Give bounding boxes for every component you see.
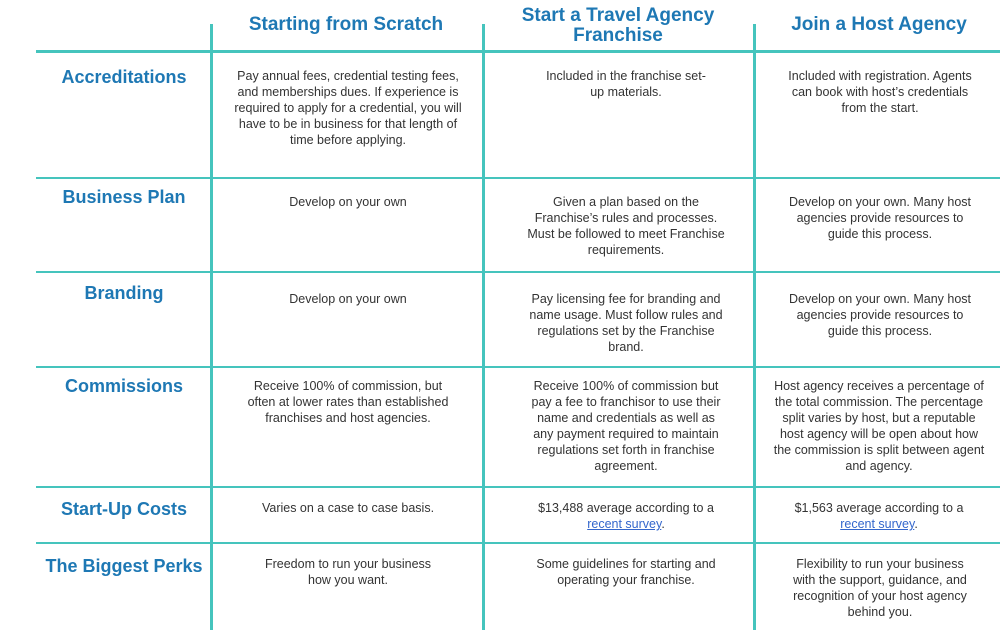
cell-business-plan-scratch: Develop on your own [289, 195, 407, 209]
row-divider-1 [36, 177, 1000, 179]
cell-accreditations-franchise: Included in the franchise set-up materials. [546, 69, 706, 99]
column-divider-1 [210, 24, 213, 630]
cell-accreditations-host: Included with registration. Agents can book with host’s credentials from the start. [788, 69, 972, 115]
cell-start-up-host [770, 500, 988, 532]
column-divider-3 [753, 24, 756, 630]
cell-perks-franchise: Some guidelines for starting and operating your franchise. [536, 557, 716, 587]
row-label-biggest-perks: The Biggest Perks [45, 556, 203, 576]
header-travel-agency-franchise: Start a Travel Agency Franchise [521, 5, 715, 46]
start-up-franchise-link-line [500, 516, 752, 532]
cell-accreditations-scratch: Pay annual fees, credential testing fees, and memberships dues. If experience is required to apply for a credential, you will have to be in business for that length of time before applying. [234, 69, 462, 147]
cell-business-plan-host: Develop on your own. Many host agencies provide resources to guide this process. [788, 195, 972, 241]
start-up-host-text: $1,563 average according to a [794, 501, 964, 515]
cell-start-up-scratch: Varies on a case to case basis. [261, 501, 435, 515]
start-up-host-link-line [770, 516, 988, 532]
cell-start-up-franchise [500, 500, 752, 532]
header-divider [36, 50, 1000, 53]
recent-survey-link-franchise[interactable]: recent survey [587, 517, 662, 531]
cell-branding-host: Develop on your own. Many host agencies provide resources to guide this process. [788, 292, 972, 338]
cell-branding-franchise: Pay licensing fee for branding and name usage. Must follow rules and regulations set by the Franchise brand. [529, 292, 723, 354]
row-label-business-plan: Business Plan [62, 187, 186, 207]
cell-perks-host: Flexibility to run your business with the support, guidance, and recognition of your host agency behind you. [793, 557, 967, 619]
header-host-agency: Join a Host Agency [791, 14, 967, 35]
row-divider-2 [36, 271, 1000, 273]
row-divider-4 [36, 486, 1000, 488]
row-divider-5 [36, 542, 1000, 544]
cell-commissions-scratch: Receive 100% of commission, but often at lower rates than established franchises and host agencies. [247, 379, 449, 425]
cell-commissions-franchise: Receive 100% of commission but pay a fee to franchisor to use their name and credentials as well as any payment required to maintain regulations set forth in franchise agreement. [531, 379, 721, 473]
start-up-franchise-text: $13,488 average according to a [538, 501, 714, 515]
row-label-branding: Branding [84, 283, 164, 303]
row-label-accreditations: Accreditations [61, 67, 187, 87]
row-label-commissions: Commissions [64, 376, 184, 396]
period: . [914, 517, 918, 531]
period: . [661, 517, 665, 531]
cell-perks-scratch: Freedom to run your business how you want. [264, 557, 432, 587]
recent-survey-link-host[interactable]: recent survey [840, 517, 915, 531]
cell-business-plan-franchise: Given a plan based on the Franchise’s rules and processes. Must be followed to meet Franchise requirements. [527, 195, 725, 257]
row-label-start-up-costs: Start-Up Costs [60, 499, 187, 519]
row-divider-3 [36, 366, 1000, 368]
cell-commissions-host: Host agency receives a percentage of the total commission. The percentage split varies by host, but a reputable host agency will be open about how the commission is split between agent and agency. [773, 379, 985, 473]
cell-branding-scratch: Develop on your own [289, 292, 407, 306]
header-starting-from-scratch: Starting from Scratch [248, 14, 444, 35]
column-divider-2 [482, 24, 485, 630]
